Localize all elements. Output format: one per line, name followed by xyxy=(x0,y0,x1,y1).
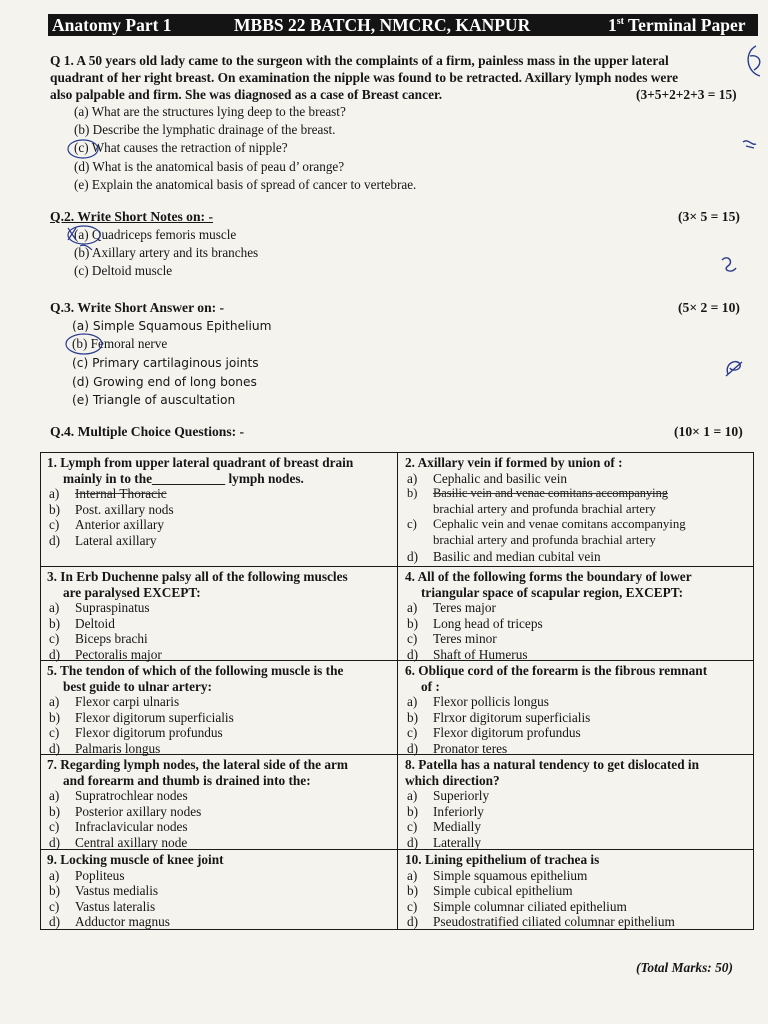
q3-title: Q.3. Write Short Answer on: - xyxy=(50,300,225,315)
q1-line3: also palpable and firm. She was diagnosed as a case of Breast cancer. xyxy=(50,87,443,102)
pen-circle-icon xyxy=(62,224,102,264)
pen-scribble-icon xyxy=(718,254,740,274)
mcq-option: c) Medially xyxy=(407,819,482,835)
q3-option-a: (a) Simple Squamous Epithelium xyxy=(72,319,272,333)
mcq-option: a) Flexor carpi ulnaris xyxy=(49,694,180,710)
mcq-question-cont: of : xyxy=(421,678,440,694)
q3-option-e: (e) Triangle of auscultation xyxy=(72,393,236,407)
mcq-2 xyxy=(405,455,751,564)
batch-title: MBBS 22 BATCH, NMCRC, KANPUR xyxy=(234,15,531,35)
mcq-option: d) Palmaris longus xyxy=(49,740,161,756)
mcq-option: d) Basilic and median cubital vein xyxy=(407,548,601,564)
mcq-10 xyxy=(405,852,751,930)
pen-scribble-icon xyxy=(722,356,746,380)
mcq-option: a) Cephalic and basilic vein xyxy=(407,470,568,486)
q2-title: Q.2. Write Short Notes on: - xyxy=(50,209,213,224)
mcq-option: d) Lateral axillary xyxy=(49,532,157,548)
mcq-option: a) Supratrochlear nodes xyxy=(49,788,188,804)
mcq-option: b) Inferiorly xyxy=(407,803,484,819)
mcq-option: b) Flrxor digitorum superficialis xyxy=(407,709,591,725)
mcq-option: a) Supraspinatus xyxy=(49,600,150,616)
mcq-option: b) Posterior axillary nodes xyxy=(49,803,202,819)
q2-marks: (3× 5 = 15) xyxy=(678,209,740,224)
pen-scribble-icon xyxy=(742,42,768,82)
mcq-question-cont: and forearm and thumb is drained into the: xyxy=(63,772,311,788)
mcq-option: b) Basilic vein and venae comitans accompanying xyxy=(407,486,668,501)
q1-option-c: (c) What causes the retraction of nipple? xyxy=(74,140,288,155)
mcq-option: d) Adductor magnus xyxy=(49,914,170,930)
row-divider xyxy=(41,566,753,567)
mcq-question: 10. Lining epithelium of trachea is xyxy=(405,852,600,867)
mcq-question-cont: which direction? xyxy=(405,772,500,788)
mcq-question: 2. Axillary vein if formed by union of : xyxy=(405,455,623,470)
q1-marks: (3+5+2+2+3 = 15) xyxy=(636,87,737,102)
q1-line1: Q 1. A 50 years old lady came to the surgeon with the complaints of a firm, painless mass in the upper lateral xyxy=(50,53,669,68)
header-bar xyxy=(48,14,758,36)
q1-line2: quadrant of her right breast. On examination the nipple was found to be retracted. Axillary lymph nodes were xyxy=(50,70,679,85)
mcq-option: c) Flexor digitorum profundus xyxy=(407,725,581,741)
mcq-table xyxy=(40,452,754,930)
subject-title: Anatomy Part 1 xyxy=(52,15,172,35)
mcq-question: 5. The tendon of which of the following muscle is the xyxy=(47,663,344,678)
mcq-question-cont: mainly in to the___________ lymph nodes. xyxy=(63,470,304,486)
mcq-option: d) Central axillary node xyxy=(49,834,188,850)
mcq-question-cont: best guide to ulnar artery: xyxy=(63,678,212,694)
q3-option-d: (d) Growing end of long bones xyxy=(72,375,257,389)
mcq-option: c) Biceps brachi xyxy=(49,631,148,647)
mcq-1 xyxy=(47,455,393,549)
mcq-option: d) Pectoralis major xyxy=(49,646,162,662)
mcq-option: b) Post. axillary nods xyxy=(49,501,174,517)
pen-circle-icon xyxy=(64,331,104,357)
mcq-option: c) Flexor digitorum profundus xyxy=(49,725,223,741)
exam-title: 1st Terminal Paper xyxy=(608,15,746,35)
mcq-option: c) Simple columnar ciliated epithelium xyxy=(407,898,627,914)
q3-marks: (5× 2 = 10) xyxy=(678,300,740,315)
mcq-question: 7. Regarding lymph nodes, the lateral side of the arm xyxy=(47,757,349,772)
mcq-9 xyxy=(47,852,393,930)
mcq-option-cont: brachial artery and profunda brachial artery xyxy=(433,532,656,547)
mcq-option: c) Teres minor xyxy=(407,631,497,647)
mcq-question: 6. Oblique cord of the forearm is the fibrous remnant xyxy=(405,663,708,678)
pen-tick-icon xyxy=(740,136,760,152)
mcq-7 xyxy=(47,757,393,851)
mcq-option: c) Anterior axillary xyxy=(49,517,164,533)
mcq-option: a) Simple squamous epithelium xyxy=(407,867,588,883)
column-divider xyxy=(397,453,398,929)
mcq-option: a) Internal Thoracic xyxy=(49,486,167,502)
mcq-option: d) Shaft of Humerus xyxy=(407,646,528,662)
q3-option-c: (c) Primary cartilaginous joints xyxy=(72,356,259,370)
mcq-question: 4. All of the following forms the boundary of lower xyxy=(405,569,692,584)
mcq-option: c) Cephalic vein and venae comitans accompanying xyxy=(407,517,686,532)
mcq-option: b) Long head of triceps xyxy=(407,615,543,631)
mcq-option: d) Pseudostratified ciliated columnar epithelium xyxy=(407,914,675,930)
mcq-option: b) Flexor digitorum superficialis xyxy=(49,709,234,725)
mcq-option: b) Simple cubical epithelium xyxy=(407,883,573,899)
q2-option-c: (c) Deltoid muscle xyxy=(74,263,173,278)
mcq-question: 9. Locking muscle of knee joint xyxy=(47,852,224,867)
mcq-question: 1. Lymph from upper lateral quadrant of breast drain xyxy=(47,455,354,470)
mcq-4 xyxy=(405,569,751,663)
mcq-option: a) Teres major xyxy=(407,600,496,616)
q1-option-e: (e) Explain the anatomical basis of spread of cancer to vertebrae. xyxy=(74,177,417,192)
mcq-option: d) Laterally xyxy=(407,834,481,850)
mcq-option: a) Superiorly xyxy=(407,788,490,804)
q2-option-a: (a) Quadriceps femoris muscle xyxy=(74,227,237,242)
mcq-option: b) Vastus medialis xyxy=(49,883,159,899)
q4-marks: (10× 1 = 10) xyxy=(674,424,743,439)
mcq-question-cont: triangular space of scapular region, EXCEPT: xyxy=(421,584,684,600)
mcq-question: 3. In Erb Duchenne palsy all of the following muscles xyxy=(47,569,348,584)
mcq-option: d) Pronator teres xyxy=(407,740,508,756)
pen-circle-icon xyxy=(66,138,100,160)
total-marks: (Total Marks: 50) xyxy=(636,960,733,975)
mcq-3 xyxy=(47,569,393,663)
mcq-option: b) Deltoid xyxy=(49,615,115,631)
q1-option-d: (d) What is the anatomical basis of peau d’ orange? xyxy=(74,159,345,174)
mcq-option-cont: brachial artery and profunda brachial artery xyxy=(433,501,656,516)
mcq-option: a) Popliteus xyxy=(49,867,125,883)
mcq-option: a) Flexor pollicis longus xyxy=(407,694,549,710)
mcq-question-cont: are paralysed EXCEPT: xyxy=(63,584,201,600)
mcq-8 xyxy=(405,757,751,851)
q1-option-a: (a) What are the structures lying deep to the breast? xyxy=(74,104,346,119)
q1-option-b: (b) Describe the lymphatic drainage of the breast. xyxy=(74,122,336,137)
mcq-question: 8. Patella has a natural tendency to get dislocated in xyxy=(405,757,699,772)
mcq-option: c) Infraclavicular nodes xyxy=(49,819,188,835)
q4-title: Q.4. Multiple Choice Questions: - xyxy=(50,424,245,439)
q2-option-b: (b) Axillary artery and its branches xyxy=(74,245,259,260)
mcq-option: c) Vastus lateralis xyxy=(49,898,156,914)
mcq-6 xyxy=(405,663,751,757)
q3-option-b: (b) Femoral nerve xyxy=(72,336,168,351)
mcq-5 xyxy=(47,663,393,757)
